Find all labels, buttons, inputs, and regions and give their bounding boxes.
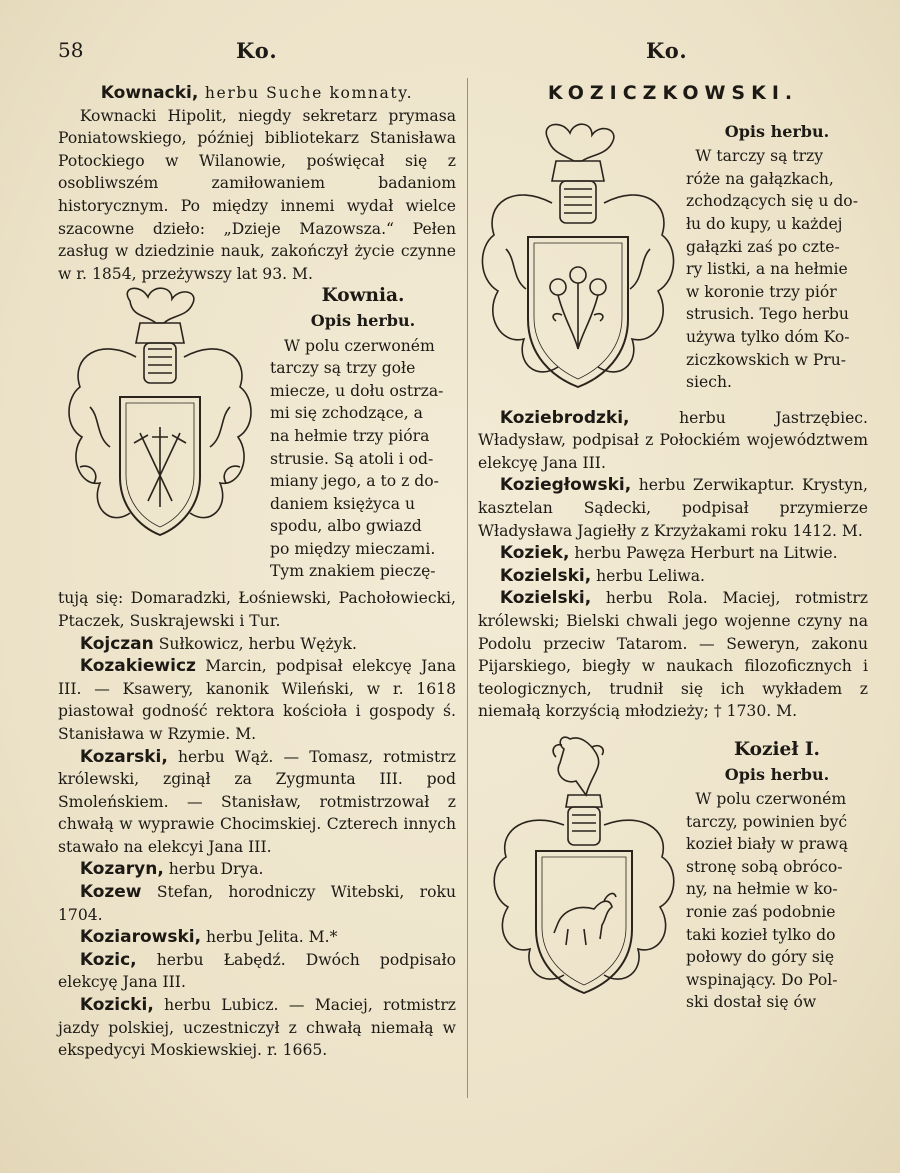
headword: Koziebrodzki, (499, 407, 630, 428)
right-column (478, 82, 868, 1012)
kownia-lines (270, 335, 456, 584)
entry-kozielski-rola (478, 587, 868, 723)
headword: Koziegłowski, (499, 475, 632, 496)
text-line: połowy do góry się (686, 948, 835, 967)
text-line: wspinający. Do Pol- (686, 970, 838, 989)
koziczkowski-block (478, 119, 868, 401)
text-line: ronie zaś podobnie (686, 903, 836, 922)
text-line: mi się zchodzące, a (270, 404, 423, 423)
headword: Kozaryn, (79, 859, 164, 880)
koziczkowski-text (686, 119, 868, 394)
entry-kozielski-leliwa (478, 565, 868, 588)
headword: Kozic, (79, 949, 137, 970)
koziczkowski-lines (686, 145, 868, 394)
left-column (58, 82, 456, 1062)
entry-text: herbu Drya. (163, 860, 264, 879)
running-head-left: Ko. (236, 38, 278, 63)
headword: Kozew (79, 882, 142, 903)
running-head-right: Ko. (646, 38, 688, 63)
entry-text: herbu Łabędź. Dwóch podpisało elekcyę Jana III. (58, 950, 456, 992)
headword: Kozielski, (499, 588, 592, 609)
entry-koziek (478, 542, 868, 565)
text-line: Tym znakiem pieczę- (270, 562, 436, 581)
text-line: w koronie trzy piór (686, 282, 837, 301)
text-line: po między mieczami. (270, 539, 436, 558)
koziel-block (478, 733, 868, 1012)
entry-kozew (58, 881, 456, 926)
headword: Koziek, (499, 543, 570, 564)
text-line: róże na gałązkach, (686, 169, 834, 188)
text-line: taki kozieł tylko do (686, 925, 836, 944)
koziel-title: Kozieł I. (734, 738, 820, 760)
text-line: tarczy, powinien być (686, 812, 848, 831)
text-line: ziczkowskich w Pru- (686, 350, 847, 369)
headword: Kozicki, (79, 995, 154, 1016)
entry-kownacki-body: Kownacki Hipolit, niegdy sekretarz prymasa Poniatowskiego, później bibliotekarz Stanisława Potockiego w Wilanowie, poświęcał się z osobliwszém zamiłowaniem badaniom historycznym. Po między innemi wydał wielce szacowne dzieło: „Dzieje Mazowsza.“ Pełen zasług w dziedzinie nauk, zakończył życie czynne w r. 1854, przeżywszy lat 93. M. (58, 106, 456, 283)
text-line: ny, na hełmie w ko- (686, 880, 838, 899)
text-line: zchodzących się u do- (686, 192, 858, 211)
text-line: W polu czerwoném (284, 336, 435, 355)
text-line: kozieł biały w prawą (686, 835, 849, 854)
entry-kownacki-heading (58, 82, 456, 105)
text-line: siech. (686, 373, 732, 392)
entry-text: herbu Suche komnaty. (198, 84, 414, 102)
entry-text: herbu Jastrzębiec. Władysław, podpisał z Połockiém województwem elekcyę Jana III. (478, 408, 868, 472)
entry-text: herbu Wąż. — Tomasz, rotmistrz królewski, zginął za Zygmunta III. pod Smoleńskiem. — Stanisław, rotmistrzował z chwałą w wyprawie Chocimskiej. Czterech innych stawało na elekcyi Jana III. (58, 747, 456, 856)
page-number: 58 (58, 38, 84, 62)
entry-text: herbu Pawęza Herburt na Litwie. (569, 544, 838, 563)
text-line: używa tylko dóm Ko- (686, 327, 850, 346)
text-line: W polu czerwoném (695, 790, 847, 809)
coat-of-arms-koziel-icon (484, 733, 684, 1001)
coat-of-arms-kownia-icon (60, 287, 260, 547)
entry-koziarowski (58, 926, 456, 949)
entry-koziebrodzki (478, 407, 868, 475)
entry-text: herbu Leliwa. (591, 566, 705, 585)
headword: Kozakiewicz (79, 656, 196, 677)
headword: Koziarowski, (79, 927, 202, 948)
entry-text: Stefan, horodniczy Witebski, roku 1704. (58, 883, 456, 924)
text-line: W tarczy są trzy (695, 147, 824, 166)
coat-of-arms-koziczkowski-icon (478, 119, 678, 394)
text-line: ry listki, a na hełmie (686, 260, 848, 279)
headword: Kozielski, (499, 565, 592, 586)
koziczkowski-subtitle: Opis herbu. (724, 121, 830, 141)
text-line: daniem księżyca u (270, 494, 416, 513)
entry-kozic (58, 949, 456, 994)
text-line: miecze, u dołu ostrza- (270, 381, 444, 400)
text-line: spodu, albo gwiazd (270, 517, 422, 536)
entry-kozieglowski (478, 474, 868, 542)
text-line: stronę sobą obróco- (686, 857, 843, 876)
headword: Kojczan (79, 633, 154, 654)
entry-text: Marcin, podpisał elekcyę Jana III. — Ksawery, kanonik Wileński, w r. 1618 piastował godność rektora kościoła i gospody ś. Stanisława w Rzymie. M. (58, 657, 456, 743)
koziel-text (686, 733, 868, 1014)
entry-kozicki (58, 994, 456, 1062)
entry-kojczan (58, 633, 456, 656)
text-line: miany jego, a to z do- (270, 472, 439, 491)
text-line: strusich. Tego herbu (686, 305, 849, 324)
entry-kozarski (58, 746, 456, 859)
entry-text: herbu Rola. Maciej, rotmistrz królewski; Bielski chwali jego wojenne czyny na Podolu przeciw Tatarom. — Seweryn, zakonu Pijarskiego, biegły w naukach filozoficznych i teologicznych, trudnił się ich wykładem z niemałą korzyścią młodzieży; † 1730. M. (478, 589, 868, 721)
entry-text: herbu Jelita. M.* (201, 928, 338, 947)
entry-kozaryn (58, 858, 456, 881)
column-divider (467, 78, 468, 1098)
text-line: łu do kupy, u każdej (686, 214, 843, 233)
koziczkowski-title: KOZICZKOWSKI. (547, 82, 799, 104)
text-line: na hełmie trzy pióra (270, 426, 430, 445)
entry-text: herbu Lubicz. — Maciej, rotmistrz jazdy polskiej, uczestniczył z chwałą niemałą w ekspedycyi Moskiewskiej. r. 1665. (58, 996, 456, 1060)
kownia-subtitle: Opis herbu. (310, 310, 416, 330)
kownia-block (58, 285, 456, 601)
kownia-title: Kownia. (321, 285, 405, 307)
entry-text: Sułkowicz, herbu Wężyk. (153, 634, 357, 653)
text-line: tarczy są trzy gołe (270, 359, 416, 378)
text-line: strusie. Są atoli i od- (270, 449, 434, 468)
headword: Kozarski, (79, 746, 168, 767)
koziel-lines (686, 788, 868, 1014)
text-line: gałązki zaś po czte- (686, 237, 840, 256)
kownia-text (270, 285, 456, 583)
kownia-tail: tują się: Domaradzki, Łośniewski, Pachołowiecki, Ptaczek, Suskrajewski i Tur. (58, 589, 456, 630)
koziel-subtitle: Opis herbu. (724, 764, 830, 784)
entry-kozakiewicz (58, 655, 456, 745)
entry-text: herbu Zerwikaptur. Krystyn, kasztelan Sądecki, podpisał przymierze Władysława Jagiełły z Krzyżakami roku 1412. M. (478, 476, 868, 540)
headword: Kownacki, (100, 83, 199, 103)
text-line: ski dostał się ów (686, 993, 817, 1012)
